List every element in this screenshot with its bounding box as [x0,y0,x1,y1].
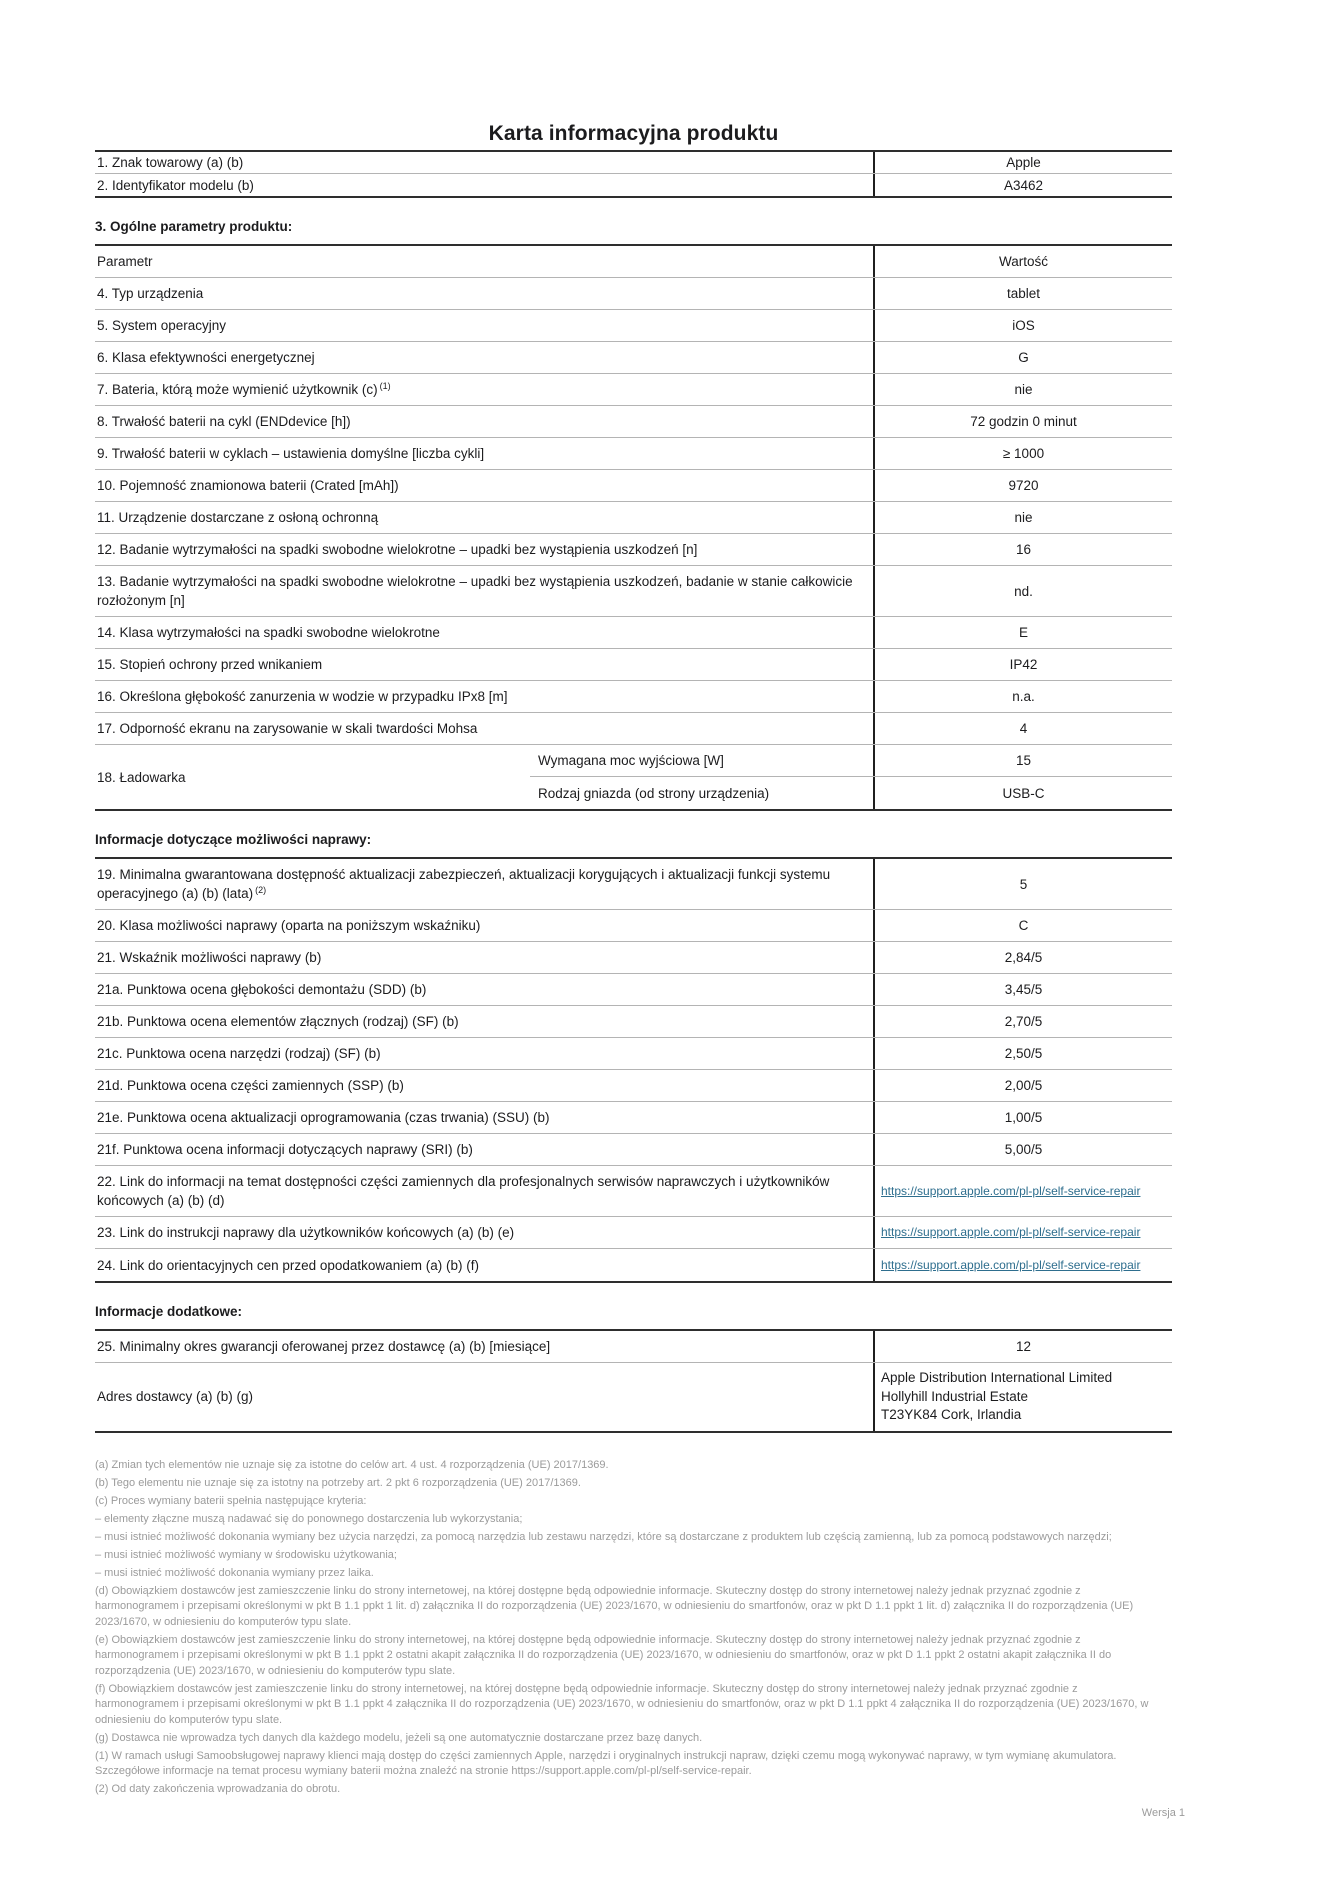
param-label: 12. Badanie wytrzymałości na spadki swobodne wielokrotne – upadki bez wystąpienia uszkodzeń [n] [97,542,698,557]
charger-sub-row [530,777,1172,809]
self-service-repair-link[interactable]: https://support.apple.com/pl-pl/self-service-repair [881,1257,1141,1272]
param-label: 16. Określona głębokość zanurzenia w wodzie w przypadku IPx8 [m] [97,689,508,704]
table-row [95,438,1172,470]
param-value: ≥ 1000 [873,438,1172,469]
param-sublabel: Rodzaj gniazda (od strony urządzenia) [538,785,770,801]
self-service-repair-link[interactable]: https://support.apple.com/pl-pl/self-service-repair [881,1225,1141,1239]
footnote: – elementy złączne muszą nadawać się do ponownego dostarczenia lub wykorzystania; [95,1512,523,1525]
param-value [873,1217,1172,1248]
param-value: 2,70/5 [873,1006,1172,1037]
param-label: 19. Minimalna gwarantowana dostępność aktualizacji zabezpieczeń, aktualizacji korygujących i aktualizacji funkcji systemu operacyjnego (a) (b) (lata) $^{(2)}$ [97,867,831,901]
footnote: – musi istnieć możliwość dokonania wymiany bez użycia narzędzi, za pomocą narzędzia lub zestawu narzędzi, które są dostarczane z produktem lub częścią zamienną, lub za pomocą podstawowych narzędzi; [95,1530,1112,1543]
footnote: (f) Obowiązkiem dostawców jest zamieszczenie linku do strony internetowej, na której dostępne będą odpowiednie informacje. Skuteczny dostęp do strony internetowej należy jednak przyznać zgodnie z harmonogramem i przepisami określonymi w pkt B 1.1 ppkt 4 załącznika II do rozporządzenia (UE) 2023/1670, w odniesieniu do smartfonów, oraz w pkt D 1.1 ppkt 4 załącznika II do rozporządzenia (UE) 2023/1670, w odniesieniu do komputerów typu slate. [95,1682,1149,1726]
table-row [95,342,1172,374]
table-row [95,1102,1172,1134]
footnote: (a) Zmian tych elementów nie uznaje się za istotne do celów art. 4 ust. 4 rozporządzenia (UE) 2017/1369. [95,1458,609,1471]
param-value: iOS [873,310,1172,341]
table-row [95,1134,1172,1166]
param-label: 13. Badanie wytrzymałości na spadki swobodne wielokrotne – upadki bez wystąpienia uszkodzeń, badanie w stanie całkowicie rozłożonym [n] [97,574,853,608]
param-label: 2. Identyfikator modelu (b) [97,177,254,193]
table-row [95,1166,1172,1217]
param-value: 2,84/5 [873,942,1172,973]
table-row [95,974,1172,1006]
table-row [95,502,1172,534]
param-value: Apple [873,152,1172,173]
table-row [95,859,1172,910]
param-label: 10. Pojemność znamionowa baterii (Crated [mAh]) [97,478,399,493]
param-label: 9. Trwałość baterii w cyklach – ustawienia domyślne [liczba cykli] [97,446,485,461]
param-label: 21d. Punktowa ocena części zamiennych (SSP) (b) [97,1078,404,1093]
param-label: 20. Klasa możliwości naprawy (oparta na poniższym wskaźniku) [97,918,481,933]
table-row [95,534,1172,566]
table-row [95,566,1172,617]
charger-subtable [530,745,1172,809]
table-header-row [95,246,1172,278]
table-row [95,649,1172,681]
param-value: 4 [873,713,1172,744]
charger-row [95,745,1172,809]
param-value: tablet [873,278,1172,309]
table-row [95,910,1172,942]
table-row [95,1217,1172,1249]
footnotes [95,1458,1163,1798]
param-label: 4. Typ urządzenia [97,286,204,301]
page [95,0,1185,1819]
param-label: 21e. Punktowa ocena aktualizacji oprogramowania (czas trwania) (SSU) (b) [97,1110,550,1125]
param-value: 9720 [873,470,1172,501]
param-value: 5 [873,859,1172,909]
footnote: (2) Od daty zakończenia wprowadzania do obrotu. [95,1783,341,1795]
section-heading-general: 3. Ogólne parametry produktu: [95,219,293,234]
param-value: E [873,617,1172,648]
param-label: 24. Link do orientacyjnych cen przed opodatkowaniem (a) (b) (f) [97,1257,479,1273]
param-value [873,1249,1172,1281]
footnote: (b) Tego elementu nie uznaje się za istotny na potrzeby art. 2 pkt 6 rozporządzenia (UE) 2017/1369. [95,1476,581,1489]
param-value: 2,50/5 [873,1038,1172,1069]
footnote: (g) Dostawca nie wprowadza tych danych dla każdego modelu, jeżeli są one automatycznie dostarczane przez bazę danych. [95,1731,703,1744]
param-label: 11. Urządzenie dostarczane z osłoną ochronną [97,510,379,525]
supplier-address-line: T23YK84 Cork, Irlandia [881,1407,1022,1422]
table-row [95,406,1172,438]
param-label: 5. System operacyjny [97,318,227,333]
table-row [95,617,1172,649]
param-label: 1. Znak towarowy (a) (b) [97,155,244,170]
table-row [95,278,1172,310]
footnote: (1) W ramach usługi Samoobsługowej naprawy klienci mają dostęp do części zamiennych Apple, narzędzi i oryginalnych instrukcji napraw, dzięki czemu mogą wykonywać naprawy, w tym wymianę akumulatora. Szczegółowe informacje na temat procesu wymiany baterii można znaleźć na stronie https://support.apple.com/pl-pl/self-service-repair. [95,1749,1117,1777]
supplier-address-line: Hollyhill Industrial Estate [881,1388,1029,1404]
table-row [95,1070,1172,1102]
param-value: 3,45/5 [873,974,1172,1005]
param-label: 21c. Punktowa ocena narzędzi (rodzaj) (SF) (b) [97,1046,381,1061]
table-row [95,1249,1172,1281]
additional-info-table [95,1329,1172,1433]
param-label: 21a. Punktowa ocena głębokości demontażu (SDD) (b) [97,982,427,997]
footnote: – musi istnieć możliwość dokonania wymiany przez laika. [95,1566,374,1579]
param-value: 15 [873,745,1172,776]
table-row [95,374,1172,406]
param-label: 6. Klasa efektywności energetycznej [97,350,315,365]
param-value: 12 [873,1331,1172,1362]
param-value: nie [873,502,1172,533]
param-label: 18. Ładowarka [97,769,186,785]
supplier-address [873,1363,1172,1431]
table-row [95,713,1172,745]
param-label: 7. Bateria, którą może wymienić użytkownik (c) $^{(1)}$ [97,380,391,397]
footnote: (c) Proces wymiany baterii spełnia następujące kryteria: [95,1494,367,1507]
footnote-ref-2: (2) [255,884,267,895]
page-title: Karta informacyjna produktu [488,122,779,145]
supplier-address-line: Apple Distribution International Limited [881,1370,1113,1385]
param-label: 8. Trwałość baterii na cykl (ENDdevice [h]) [97,414,351,429]
table-row [95,942,1172,974]
param-label: 23. Link do instrukcji naprawy dla użytkowników końcowych (a) (b) (e) [97,1225,515,1240]
param-label: 15. Stopień ochrony przed wnikaniem [97,657,323,672]
table-row [95,1006,1172,1038]
param-value: USB-C [873,777,1172,809]
param-value [873,1166,1172,1216]
param-value: IP42 [873,649,1172,680]
param-value: A3462 [873,174,1172,196]
param-label: 21f. Punktowa ocena informacji dotyczących naprawy (SRI) (b) [97,1142,473,1157]
identity-table [95,150,1172,198]
param-label: Adres dostawcy (a) (b) (g) [97,1389,254,1405]
footnote: (d) Obowiązkiem dostawców jest zamieszczenie linku do strony internetowej, na której dostępne będą odpowiednie informacje. Skuteczny dostęp do strony internetowej należy jednak przyznać zgodnie z harmonogramem i przepisami określonymi w pkt B 1.1 ppkt 1 lit. d) załącznika II do rozporządzenia (UE) 2023/1670, w odniesieniu do smartfonów, oraz w pkt D 1.1 ppkt 1 lit. d) załącznika II do rozporządzenia (UE) 2023/1670, w odniesieniu do komputerów typu slate. [95,1584,1134,1628]
table-row [95,310,1172,342]
param-value: 72 godzin 0 minut [873,406,1172,437]
table-row [95,1038,1172,1070]
charger-sub-row [530,745,1172,777]
param-value: n.a. [873,681,1172,712]
param-label: 14. Klasa wytrzymałości na spadki swobodne wielokrotne [97,625,440,640]
footnote: (e) Obowiązkiem dostawców jest zamieszczenie linku do strony internetowej, na której dostępne będą odpowiednie informacje. Skuteczny dostęp do strony internetowej należy jednak przyznać zgodnie z harmonogramem i przepisami określonymi w pkt B 1.1 ppkt 2 ostatni akapit załącznika II do rozporządzenia (UE) 2023/1670, w odniesieniu do smartfonów, oraz w pkt D 1.1 ppkt 2 ostatni akapit załącznika II do rozporządzenia (UE) 2023/1670, w odniesieniu do komputerów typu slate. [95,1633,1112,1677]
table-row [95,152,1172,174]
section-heading-repair: Informacje dotyczące możliwości naprawy: [95,832,372,847]
param-label: 21b. Punktowa ocena elementów złącznych (rodzaj) (SF) (b) [97,1014,459,1029]
footnote-ref-1: (1) [379,380,391,391]
param-value: 2,00/5 [873,1070,1172,1101]
self-service-repair-link[interactable]: https://support.apple.com/pl-pl/self-service-repair [881,1183,1141,1198]
param-label: 21. Wskaźnik możliwości naprawy (b) [97,950,322,965]
table-row [95,1331,1172,1363]
param-label: 22. Link do informacji na temat dostępności części zamiennych dla profesjonalnych serwisów naprawczych i użytkowników końcowych (a) (b) (d) [97,1174,830,1208]
general-parameters-table [95,244,1172,811]
param-value: C [873,910,1172,941]
param-sublabel: Wymagana moc wyjściowa [W] [538,753,724,768]
param-value: 16 [873,534,1172,565]
repairability-table [95,857,1172,1283]
param-label: 17. Odporność ekranu na zarysowanie w skali twardości Mohsa [97,721,478,736]
column-header-wartosc: Wartość [873,246,1172,277]
param-value: 1,00/5 [873,1102,1172,1133]
table-row [95,1363,1172,1431]
section-heading-additional: Informacje dodatkowe: [95,1304,243,1319]
param-label: 25. Minimalny okres gwarancji oferowanej przez dostawcę (a) (b) [miesiące] [97,1339,551,1354]
table-row [95,681,1172,713]
param-value: nd. [873,566,1172,616]
version-label: Wersja 1 [1141,1806,1185,1819]
param-value: nie [873,374,1172,405]
table-row [95,470,1172,502]
column-header-parametr: Parametr [97,254,153,269]
footnote: – musi istnieć możliwość wymiany w środowisku użytkowania; [95,1548,397,1561]
param-value: G [873,342,1172,373]
param-value: 5,00/5 [873,1134,1172,1165]
table-row [95,174,1172,196]
